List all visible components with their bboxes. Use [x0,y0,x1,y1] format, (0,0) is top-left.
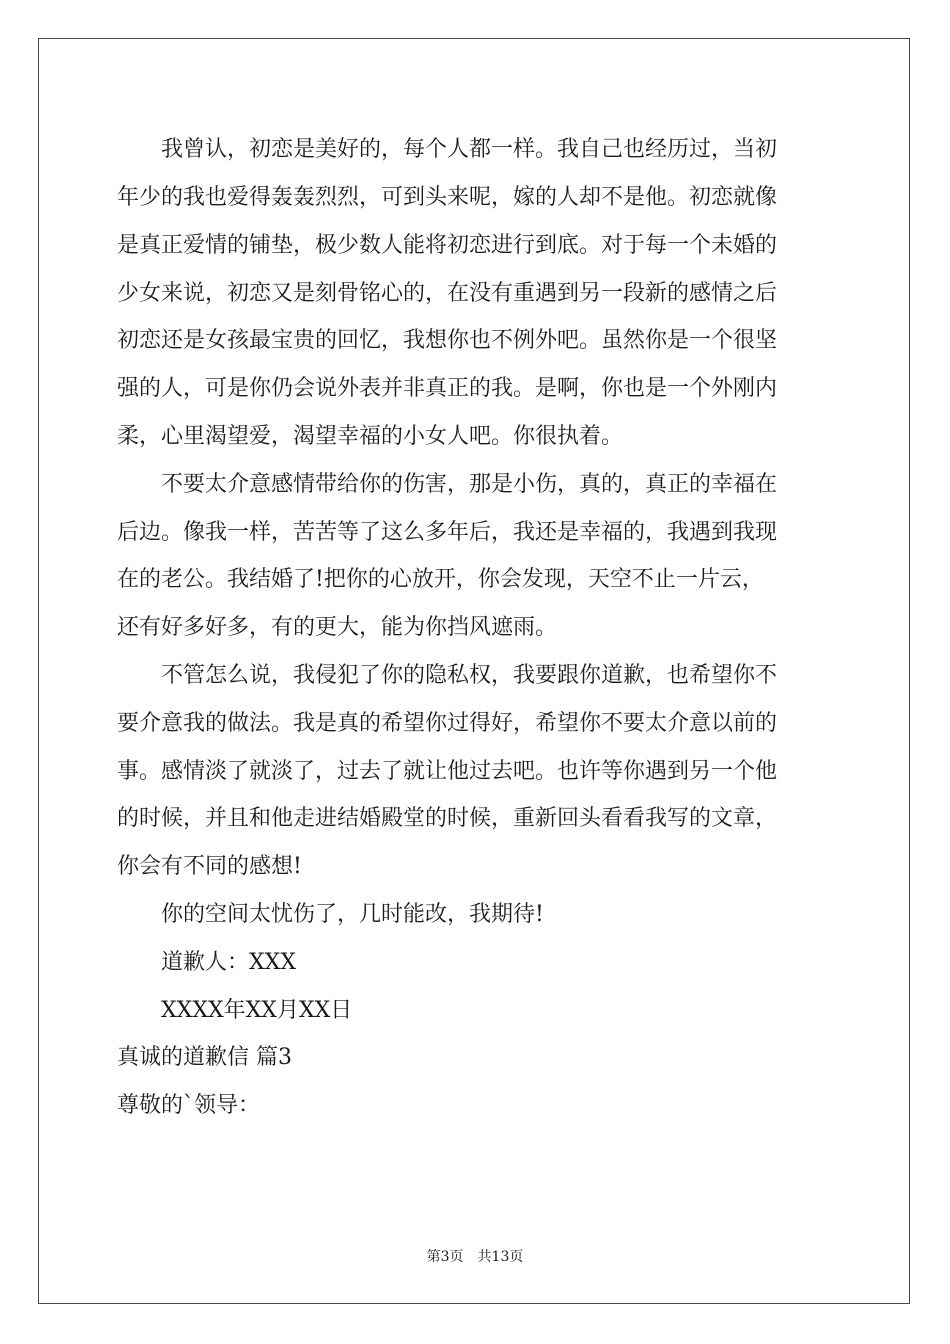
paragraph-line: 年少的我也爱得轰轰烈烈，可到头来呢，嫁的人却不是他。初恋就像 [117,185,778,210]
paragraph-line: 初恋还是女孩最宝贵的回忆，我想你也不例外吧。虽然你是一个很坚 [117,328,778,353]
paragraph-line: 事。感情淡了就淡了，过去了就让他过去吧。也许等你遇到另一个他 [117,759,778,784]
paragraph-line: 是真正爱情的铺垫，极少数人能将初恋进行到底。对于每一个未婚的 [117,233,778,258]
page-total: 共13页 [477,1249,524,1265]
page-footer [0,1246,950,1266]
paragraph-line: 还有好多好多，有的更大，能为你挡风遮雨。 [117,615,558,640]
section-title: 真诚的道歉信 篇3 [117,1045,292,1070]
date-line: XXXX年XX月XX日 [117,998,353,1023]
paragraph-line: 少女来说，初恋又是刻骨铭心的，在没有重遇到另一段新的感情之后 [117,281,778,306]
salutation: 尊敬的`领导： [117,1093,261,1118]
page-number: 第3页 [426,1249,464,1265]
closing-line: 你的空间太忧伤了，几时能改，我期待! [117,902,544,927]
paragraph-line: 的时候，并且和他走进结婚殿堂的时候，重新回头看看我写的文章， [117,806,778,831]
paragraph-line: 你会有不同的感想! [117,854,302,879]
paragraph-line: 后边。像我一样，苦苦等了这么多年后，我还是幸福的，我遇到我现 [117,520,778,545]
paragraph-line: 我曾认，初恋是美好的，每个人都一样。我自己也经历过，当初 [117,137,778,162]
signature-line: 道歉人：XXX [117,950,296,975]
paragraph-line: 不管怎么说，我侵犯了你的隐私权，我要跟你道歉，也希望你不 [117,663,778,688]
paragraph-line: 在的老公。我结婚了!把你的心放开，你会发现，天空不止一片云， [117,567,764,592]
paragraph-line: 要介意我的做法。我是真的希望你过得好，希望你不要太介意以前的 [117,711,778,736]
paragraph-line: 强的人，可是你仍会说外表并非真正的我。是啊，你也是一个外刚内 [117,376,778,401]
paragraph-line: 柔，心里渴望爱，渴望幸福的小女人吧。你很执着。 [117,424,624,449]
paragraph-line: 不要太介意感情带给你的伤害，那是小伤，真的，真正的幸福在 [117,472,778,497]
